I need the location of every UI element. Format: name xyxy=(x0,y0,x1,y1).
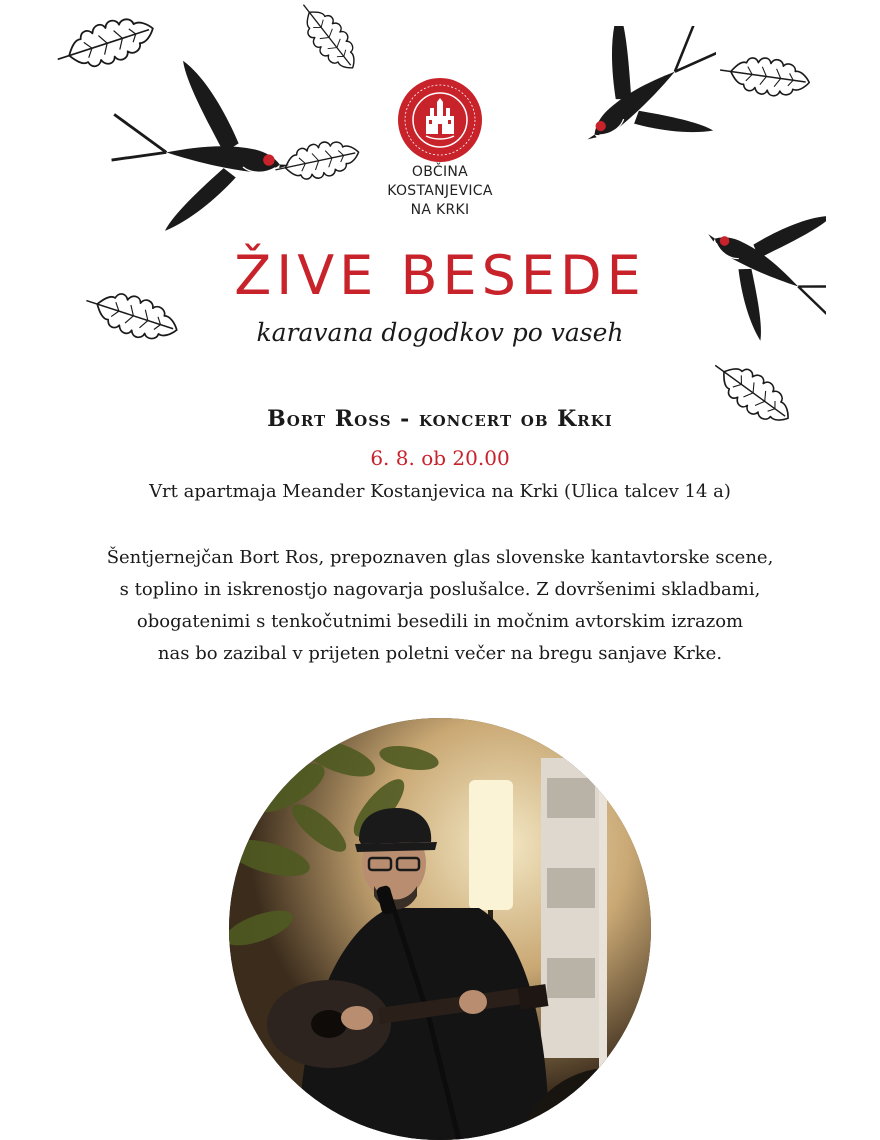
page-subtitle: karavana dogodkov po vaseh xyxy=(256,318,624,347)
municipality-seal-icon xyxy=(396,76,484,164)
organization-line: OBČINA xyxy=(411,164,469,180)
oak-leaf-icon xyxy=(286,0,376,80)
event-title: Bort Ross - koncert ob Krki xyxy=(267,406,613,432)
description-line: s toplino in iskrenostjo nagovarja poslušalce. Z dovršenimi skladbami, xyxy=(119,579,761,600)
oak-leaf-icon xyxy=(720,52,820,102)
description-line: Šentjernejčan Bort Ros, prepoznaven glas slovenske kantavtorske scene, xyxy=(106,547,774,568)
event-description xyxy=(60,542,820,670)
organization-line: NA KRKI xyxy=(410,202,470,218)
swallow-icon xyxy=(100,56,290,256)
event-date: 6. 8. ob 20.00 xyxy=(370,446,510,470)
swallow-icon xyxy=(536,26,716,186)
event-venue: Vrt apartmaja Meander Kostanjevica na Krki (Ulica talcev 14 a) xyxy=(149,481,731,502)
performer-photo xyxy=(229,718,651,1140)
organization-line: KOSTANJEVICA xyxy=(387,183,493,199)
description-line: nas bo zazibal v prijeten poletni večer na bregu sanjave Krke. xyxy=(157,643,723,664)
organization-name xyxy=(340,163,540,220)
page-title: ŽIVE BESEDE xyxy=(234,244,646,307)
description-line: obogatenimi s tenkočutnimi besedili in močnim avtorskim izrazom xyxy=(136,611,744,632)
